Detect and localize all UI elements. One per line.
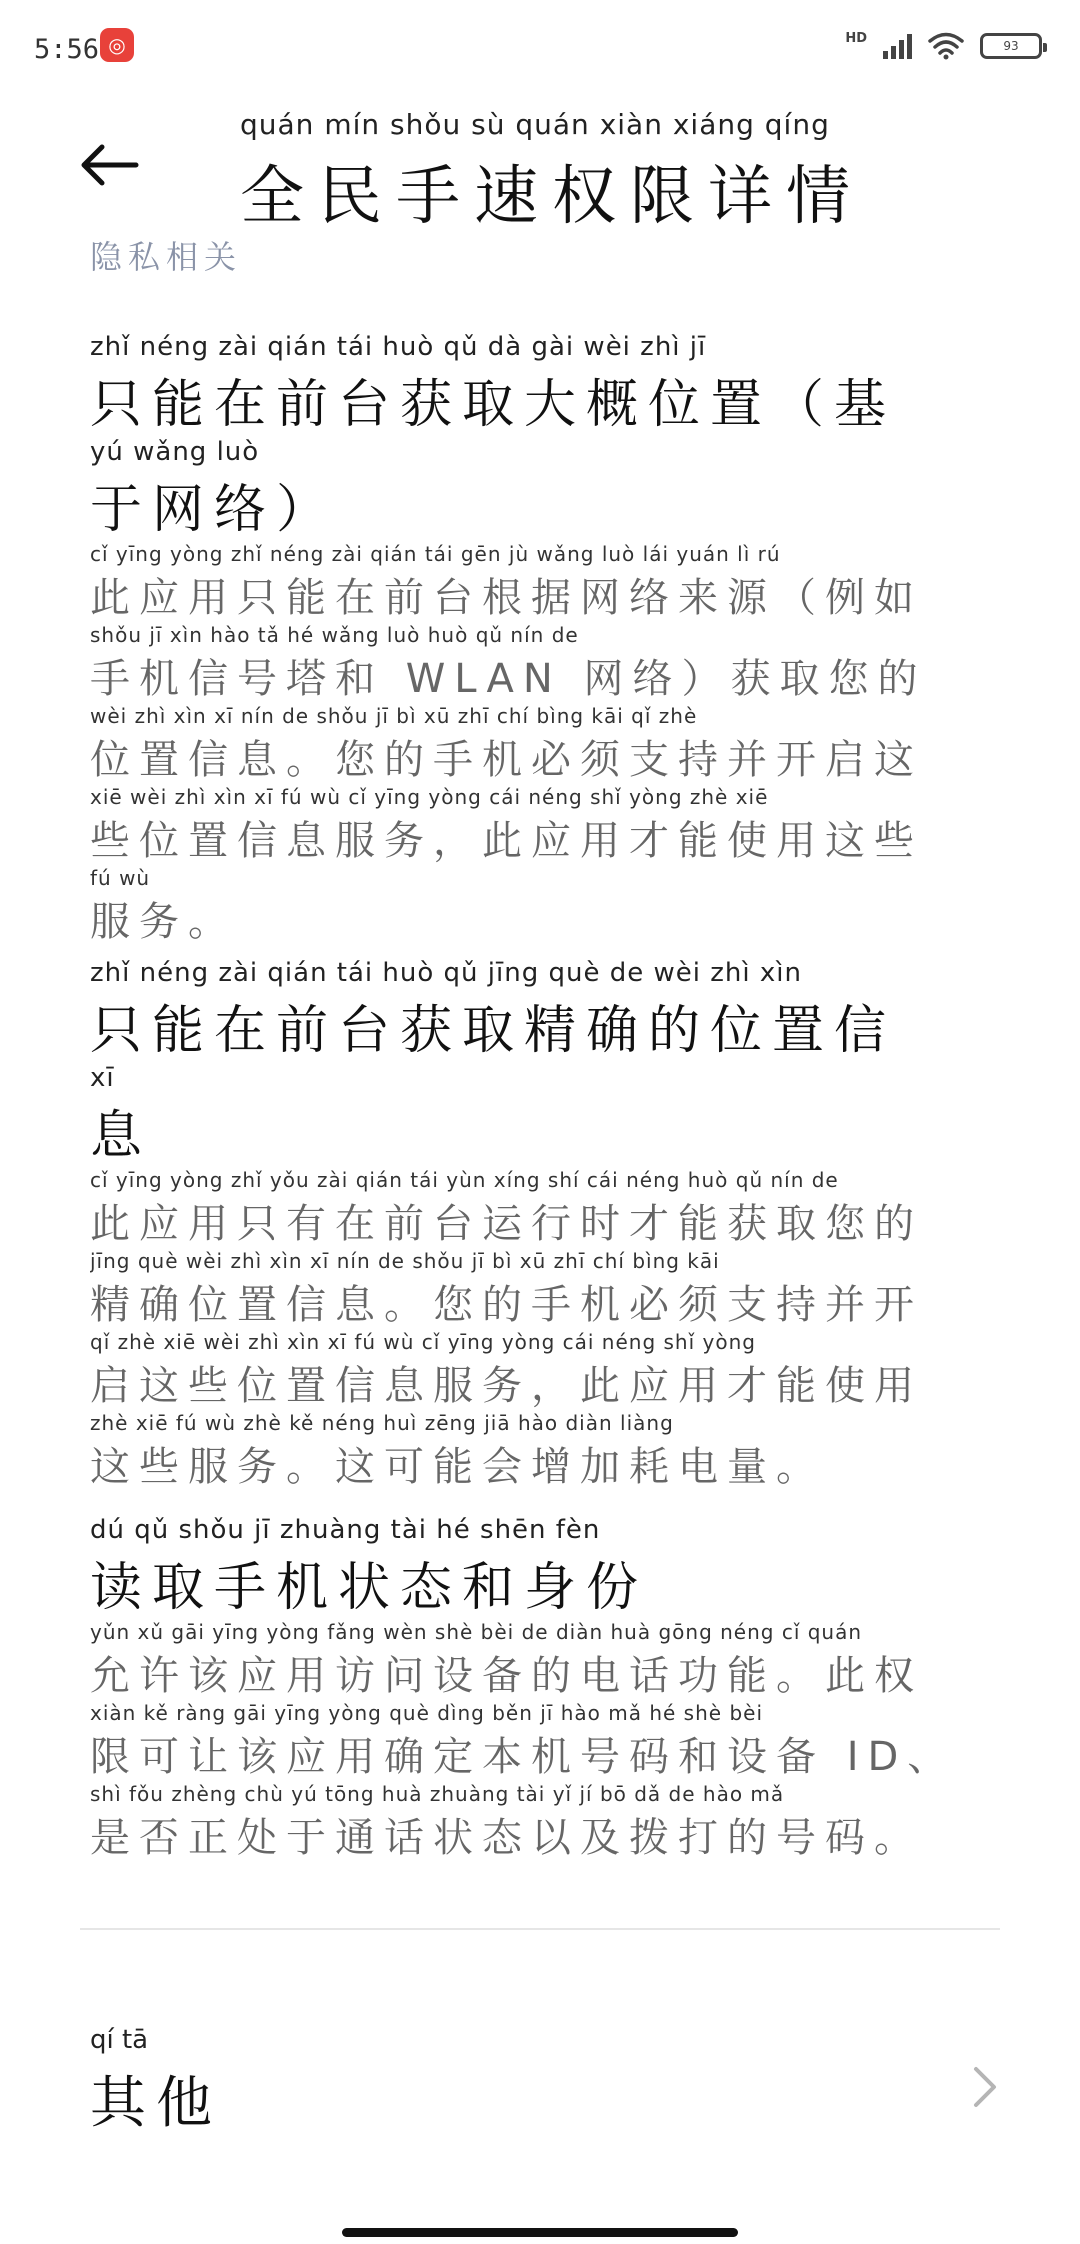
- netease-music-icon: ◎: [100, 28, 134, 62]
- permission-description: 这些服务。这可能会增加耗电量。: [90, 1444, 825, 1490]
- permission-item-phone-state: [90, 1515, 990, 1863]
- battery-level: 93: [1003, 39, 1019, 53]
- status-time: 5:56: [34, 34, 100, 65]
- privacy-section-label: 隐私相关: [90, 238, 243, 276]
- wifi-icon: [928, 32, 964, 60]
- permission-desc-pinyin: zhè xiē fú wù zhè kě néng huì zēng jiā hào diàn liàng: [90, 1411, 674, 1435]
- permission-description: 位置信息。您的手机必须支持并开启这: [90, 737, 923, 783]
- permission-title: 于网络）: [90, 480, 339, 540]
- permission-title: 读取手机状态和身份: [90, 1558, 649, 1618]
- permission-desc-pinyin: jīng què wèi zhì xìn xī nín de shǒu jī bì xū zhī chí bìng kāi: [90, 1249, 720, 1273]
- permission-description: 此应用只能在前台根据网络来源（例如: [90, 575, 923, 621]
- permission-desc-pinyin: qǐ zhè xiē wèi zhì xìn xī fú wù cǐ yīng yòng cái néng shǐ yòng: [90, 1330, 756, 1354]
- chevron-right-icon: [970, 2065, 1000, 2109]
- other-permissions-row[interactable]: [80, 2025, 1000, 2145]
- page-title: 全民手速权限详情: [240, 160, 864, 234]
- permission-desc-pinyin: fú wù: [90, 866, 151, 890]
- back-button[interactable]: [72, 135, 144, 195]
- permission-description: 服务。: [90, 899, 237, 945]
- status-bar: [0, 0, 1080, 96]
- permission-description: 允许该应用访问设备的电话功能。此权: [90, 1653, 923, 1699]
- permission-description: 限可让该应用确定本机号码和设备 ID、: [90, 1734, 957, 1780]
- permission-title-pinyin: zhǐ néng zài qián tái huò qǔ jīng què de wèi zhì xìn: [90, 958, 802, 988]
- permission-desc-pinyin: cǐ yīng yòng zhǐ néng zài qián tái gēn jù wǎng luò lái yuán lì rú: [90, 542, 781, 566]
- permission-title-pinyin: yú wǎng luò: [90, 437, 260, 467]
- page-title-pinyin: quán mín shǒu sù quán xiàn xiáng qíng: [240, 108, 830, 141]
- permission-item-approx-location: [90, 332, 990, 947]
- permission-desc-pinyin: xiàn kě ràng gāi yīng yòng què dìng běn jī hào mǎ hé shè bèi: [90, 1701, 763, 1725]
- permission-description: 些位置信息服务，此应用才能使用这些: [90, 818, 923, 864]
- permission-description: 此应用只有在前台运行时才能获取您的: [90, 1201, 923, 1247]
- permission-title: 只能在前台获取精确的位置信: [90, 1001, 897, 1061]
- permission-item-precise-location: [90, 958, 990, 1492]
- permission-description: 手机信号塔和 WLAN 网络）获取您的: [90, 656, 927, 702]
- permission-description: 精确位置信息。您的手机必须支持并开: [90, 1282, 923, 1328]
- battery-icon: [980, 33, 1042, 59]
- status-icons: [845, 26, 1042, 66]
- permission-desc-pinyin: wèi zhì xìn xī nín de shǒu jī bì xū zhī chí bìng kāi qǐ zhè: [90, 704, 698, 728]
- permission-description: 启这些位置信息服务，此应用才能使用: [90, 1363, 923, 1409]
- other-label-pinyin: qí tā: [90, 2025, 149, 2055]
- permission-title: 息: [90, 1106, 153, 1166]
- page-title-block: [240, 108, 880, 237]
- signal-icon: [883, 33, 912, 59]
- permission-title-pinyin: xī: [90, 1063, 115, 1093]
- other-label: 其他: [90, 2071, 222, 2136]
- permission-desc-pinyin: yǔn xǔ gāi yīng yòng fǎng wèn shè bèi de diàn huà gōng néng cǐ quán: [90, 1620, 863, 1644]
- network-type-label: HD: [845, 30, 867, 46]
- permission-title: 只能在前台获取大概位置（基: [90, 375, 897, 435]
- permission-description: 是否正处于通话状态以及拨打的号码。: [90, 1815, 923, 1861]
- section-divider: [80, 1928, 1000, 1930]
- permission-desc-pinyin: shì fǒu zhèng chù yú tōng huà zhuàng tài yǐ jí bō dǎ de hào mǎ: [90, 1782, 785, 1806]
- permission-desc-pinyin: xiē wèi zhì xìn xī fú wù cǐ yīng yòng cái néng shǐ yòng zhè xiē: [90, 785, 769, 809]
- permission-desc-pinyin: cǐ yīng yòng zhǐ yǒu zài qián tái yùn xíng shí cái néng huò qǔ nín de: [90, 1168, 839, 1192]
- permission-desc-pinyin: shǒu jī xìn hào tǎ hé wǎng luò huò qǔ nín de: [90, 623, 579, 647]
- back-arrow-icon: [76, 141, 140, 189]
- permission-title-pinyin: dú qǔ shǒu jī zhuàng tài hé shēn fèn: [90, 1515, 601, 1545]
- permission-title-pinyin: zhǐ néng zài qián tái huò qǔ dà gài wèi zhì jī: [90, 332, 707, 362]
- home-indicator[interactable]: [342, 2228, 738, 2237]
